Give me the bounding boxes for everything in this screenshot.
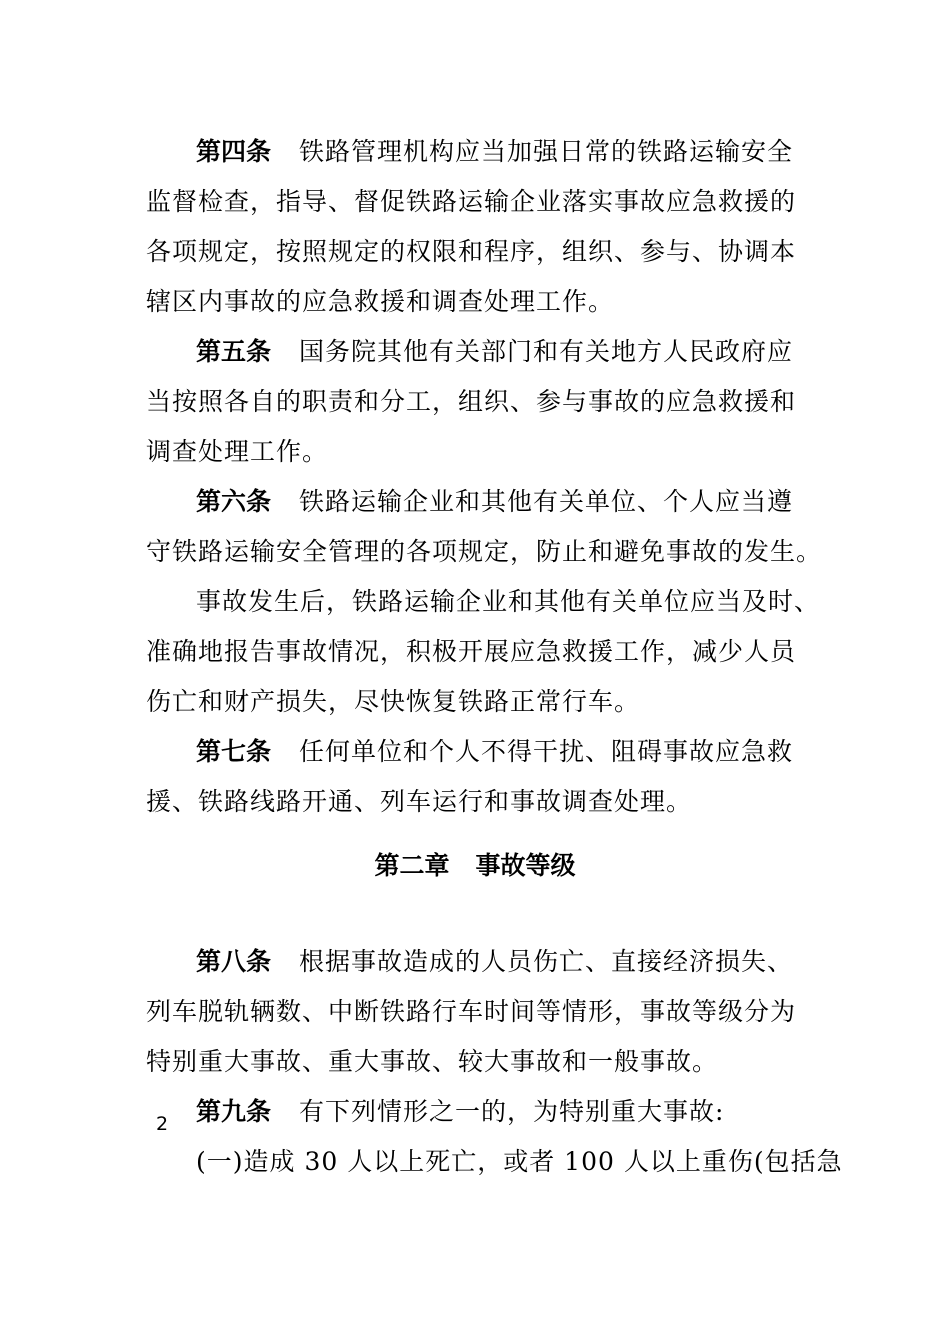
article-6-para-2-line-1: 事故发生后，铁路运输企业和其他有关单位应当及时、 bbox=[196, 587, 821, 616]
article-9-text: 有下列情形之一的，为特别重大事故: bbox=[299, 1097, 725, 1126]
article-6-text: 铁路运输企业和其他有关单位、个人应当遵 bbox=[299, 487, 794, 516]
page-number: 2 bbox=[156, 1113, 169, 1135]
article-4-line-2: 监督检查，指导、督促铁路运输企业落实事故应急救援的 bbox=[146, 187, 797, 216]
article-9-heading: 第九条 bbox=[196, 1097, 272, 1126]
article-4-line-1 bbox=[196, 135, 793, 169]
article-5-heading: 第五条 bbox=[196, 337, 272, 366]
article-7-line-2: 援、铁路线路开通、列车运行和事故调查处理。 bbox=[146, 787, 693, 816]
article-6-para-2-line-3: 伤亡和财产损失，尽快恢复铁路正常行车。 bbox=[146, 687, 641, 716]
article-6-para-2-line-2: 准确地报告事故情况，积极开展应急救援工作，减少人员 bbox=[146, 637, 797, 666]
article-8-line-3: 特别重大事故、重大事故、较大事故和一般事故。 bbox=[146, 1047, 719, 1076]
article-8-text: 根据事故造成的人员伤亡、直接经济损失、 bbox=[299, 947, 794, 976]
article-9-line-1 bbox=[196, 1095, 724, 1129]
article-9-item-1: (一)造成 30 人以上死亡，或者 100 人以上重伤(包括急 bbox=[196, 1147, 843, 1176]
article-6-heading: 第六条 bbox=[196, 487, 272, 516]
article-8-line-1 bbox=[196, 945, 793, 979]
article-6-line-2: 守铁路运输安全管理的各项规定，防止和避免事故的发生。 bbox=[146, 537, 823, 566]
chapter-number: 第二章 bbox=[374, 851, 450, 880]
article-6-line-1 bbox=[196, 485, 793, 519]
article-4-text: 铁路管理机构应当加强日常的铁路运输安全 bbox=[299, 137, 794, 166]
article-5-line-3: 调查处理工作。 bbox=[146, 437, 329, 466]
article-5-text: 国务院其他有关部门和有关地方人民政府应 bbox=[299, 337, 794, 366]
article-7-heading: 第七条 bbox=[196, 737, 272, 766]
article-8-line-2: 列车脱轨辆数、中断铁路行车时间等情形，事故等级分为 bbox=[146, 997, 797, 1026]
chapter-heading bbox=[0, 849, 950, 883]
article-4-heading: 第四条 bbox=[196, 137, 272, 166]
article-8-heading: 第八条 bbox=[196, 947, 272, 976]
chapter-title: 事故等级 bbox=[475, 851, 576, 880]
article-5-line-1 bbox=[196, 335, 793, 369]
article-4-line-4: 辖区内事故的应急救援和调查处理工作。 bbox=[146, 287, 615, 316]
article-7-text: 任何单位和个人不得干扰、阻碍事故应急救 bbox=[299, 737, 794, 766]
article-7-line-1 bbox=[196, 735, 793, 769]
article-4-line-3: 各项规定，按照规定的权限和程序，组织、参与、协调本 bbox=[146, 237, 797, 266]
article-5-line-2: 当按照各自的职责和分工，组织、参与事故的应急救援和 bbox=[146, 387, 797, 416]
